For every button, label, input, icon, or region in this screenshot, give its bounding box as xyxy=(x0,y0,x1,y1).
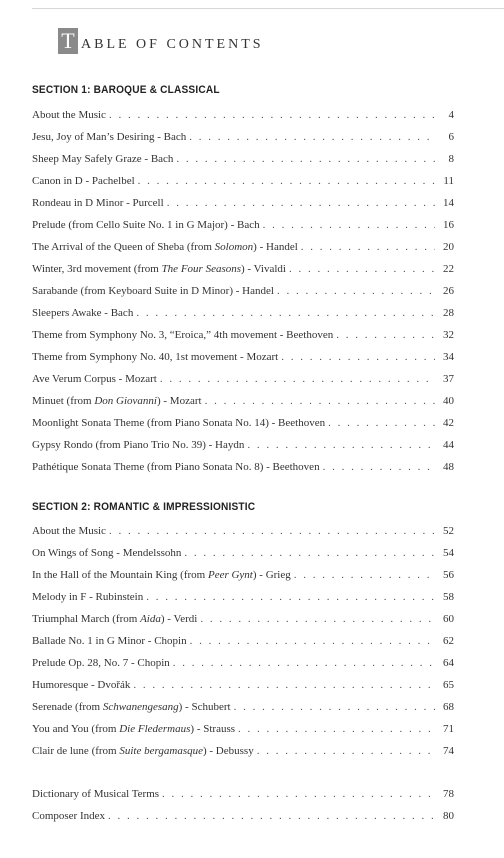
toc-entry-page-number: 56 xyxy=(443,569,454,581)
toc-entry-page-number: 32 xyxy=(443,329,454,341)
page-title xyxy=(58,28,264,54)
toc-entry-title-part: Sarabande (from Keyboard Suite in D Minor) - Handel xyxy=(32,285,274,297)
toc-entry-title-italic: Schwanengesang xyxy=(102,701,179,713)
dot-leader xyxy=(108,805,435,827)
toc-entry-title-italic: The Four Seasons xyxy=(161,263,242,275)
toc-entry-title-italic: Peer Gynt xyxy=(207,569,253,581)
toc-entry-title-part: Theme from Symphony No. 40, 1st movement - Mozart xyxy=(32,351,279,363)
toc-entry-title-part: Canon in D - Pachelbel xyxy=(32,175,135,187)
section-1-list xyxy=(32,104,454,478)
dot-leader xyxy=(336,324,435,346)
dot-leader xyxy=(138,170,435,192)
title-initial-box: T xyxy=(58,28,78,54)
section-2-heading: SECTION 2: ROMANTIC & IMPRESSIONISTIC xyxy=(32,501,256,513)
dot-leader xyxy=(109,104,435,126)
toc-entry-title-part: Moonlight Sonata Theme (from Piano Sonata No. 14) - Beethoven xyxy=(32,417,326,429)
toc-entry-page-number: 34 xyxy=(443,351,454,363)
dot-leader xyxy=(294,564,435,586)
toc-entry-page-number: 68 xyxy=(443,701,454,713)
dot-leader xyxy=(189,126,435,148)
toc-entry-title xyxy=(32,718,235,740)
toc-entry-title-part: Melody in F - Rubinstein xyxy=(32,591,144,603)
toc-entry-title xyxy=(32,302,133,324)
dot-leader xyxy=(277,280,435,302)
toc-entry-title-part: Gypsy Rondo (from Piano Trio No. 39) - Haydn xyxy=(32,439,245,451)
toc-entry-title-part: On Wings of Song - Mendelssohn xyxy=(32,547,182,559)
toc-entry-title xyxy=(32,542,181,564)
toc-entry-title xyxy=(32,280,274,302)
dot-leader xyxy=(184,542,435,564)
toc-entry-title-part: Prelude (from Cello Suite No. 1 in G Major) - Bach xyxy=(32,219,260,231)
toc-entry[interactable] xyxy=(32,564,454,586)
toc-entry-title-part: Composer Index xyxy=(32,810,106,822)
toc-entry-title-part: Rondeau in D Minor - Purcell xyxy=(32,197,164,209)
toc-entry-title-part: About the Music xyxy=(32,525,106,537)
dot-leader xyxy=(301,236,435,258)
toc-entry[interactable] xyxy=(32,170,454,192)
toc-entry[interactable] xyxy=(32,324,454,346)
dot-leader xyxy=(205,390,435,412)
toc-entry-title-italic: Aida xyxy=(140,613,161,625)
toc-entry-page-number: 44 xyxy=(443,439,454,451)
toc-entry-title-part: The Arrival of the Queen of Sheba (from xyxy=(32,241,215,253)
toc-entry-title xyxy=(32,608,197,630)
dot-leader xyxy=(238,718,435,740)
toc-entry-page-number: 8 xyxy=(448,153,454,165)
dot-leader xyxy=(133,674,435,696)
toc-entry-page-number: 48 xyxy=(443,461,454,473)
toc-entry[interactable] xyxy=(32,520,454,542)
section-1-heading: SECTION 1: BAROQUE & CLASSICAL xyxy=(32,84,220,96)
toc-entry-page-number: 52 xyxy=(443,525,454,537)
toc-entry-title-part: ) - Strauss xyxy=(190,723,236,735)
toc-entry-title-part: Ave Verum Corpus - Mozart xyxy=(32,373,157,385)
toc-entry-page-number: 26 xyxy=(443,285,454,297)
toc-entry-title xyxy=(32,236,298,258)
toc-entry-page-number: 28 xyxy=(443,307,454,319)
toc-entry-title xyxy=(32,412,325,434)
toc-entry[interactable] xyxy=(32,718,454,740)
toc-entry[interactable] xyxy=(32,608,454,630)
toc-entry-title xyxy=(32,104,106,126)
toc-entry-title-part: ) - Vivaldi xyxy=(241,263,286,275)
toc-entry-title-part: Humoresque - Dvořák xyxy=(32,679,131,691)
toc-entry-title-part: Jesu, Joy of Man’s Desiring - Bach xyxy=(32,131,187,143)
toc-entry-title-part: Sleepers Awake - Bach xyxy=(32,307,134,319)
toc-entry-title-part: Sheep May Safely Graze - Bach xyxy=(32,153,174,165)
toc-entry-page-number: 62 xyxy=(443,635,454,647)
top-divider xyxy=(32,8,504,9)
toc-entry[interactable] xyxy=(32,214,454,236)
toc-entry[interactable] xyxy=(32,674,454,696)
dot-leader xyxy=(167,192,435,214)
toc-entry-title xyxy=(32,192,164,214)
toc-entry-page-number: 65 xyxy=(443,679,454,691)
dot-leader xyxy=(281,346,435,368)
toc-entry-title-part: Theme from Symphony No. 3, “Eroica,” 4th movement - Beethoven xyxy=(32,329,334,341)
toc-entry[interactable] xyxy=(32,148,454,170)
toc-entry-title xyxy=(32,674,130,696)
dot-leader xyxy=(263,214,435,236)
toc-entry-title xyxy=(32,214,260,236)
toc-entry-title-part: ) - Handel xyxy=(253,241,298,253)
toc-entry-page-number: 54 xyxy=(443,547,454,559)
toc-entry-page-number: 64 xyxy=(443,657,454,669)
toc-entry[interactable] xyxy=(32,456,454,478)
toc-entry-title-part: ) - Mozart xyxy=(156,395,202,407)
toc-entry-title-italic: Don Giovanni xyxy=(94,395,157,407)
toc-entry-title xyxy=(32,696,231,718)
toc-entry-title xyxy=(32,564,291,586)
dot-leader xyxy=(190,630,435,652)
dot-leader xyxy=(289,258,435,280)
dot-leader xyxy=(160,368,435,390)
toc-entry-title xyxy=(32,258,286,280)
toc-entry[interactable] xyxy=(32,192,454,214)
toc-entry-title xyxy=(32,148,173,170)
toc-entry-page-number: 42 xyxy=(443,417,454,429)
toc-entry[interactable] xyxy=(32,104,454,126)
toc-entry-title xyxy=(32,434,244,456)
dot-leader xyxy=(109,520,435,542)
toc-entry-title-part: Triumphal March (from xyxy=(32,613,141,625)
toc-entry-page-number: 60 xyxy=(443,613,454,625)
dot-leader xyxy=(257,740,435,762)
toc-entry-title xyxy=(32,652,170,674)
dot-leader xyxy=(328,412,435,434)
toc-entry[interactable] xyxy=(32,368,454,390)
toc-entry[interactable] xyxy=(32,696,454,718)
appendix-list xyxy=(32,783,454,827)
toc-entry-title-part: Pathétique Sonata Theme (from Piano Sonata No. 8) - Beethoven xyxy=(32,461,320,473)
dot-leader xyxy=(173,652,435,674)
toc-entry-page-number: 80 xyxy=(443,810,454,822)
toc-entry-page-number: 58 xyxy=(443,591,454,603)
toc-entry-title-part: Ballade No. 1 in G Minor - Chopin xyxy=(32,635,187,647)
toc-entry-page-number: 74 xyxy=(443,745,454,757)
toc-entry-title-part: You and You (from xyxy=(32,723,120,735)
dot-leader xyxy=(200,608,435,630)
toc-entry-title-part: ) - Debussy xyxy=(202,745,254,757)
toc-entry-title-italic: Suite bergamasque xyxy=(119,745,203,757)
toc-entry-title xyxy=(32,805,105,827)
toc-entry[interactable] xyxy=(32,434,454,456)
toc-entry-title xyxy=(32,456,320,478)
toc-entry[interactable] xyxy=(32,126,454,148)
toc-entry-title xyxy=(32,368,157,390)
toc-entry[interactable] xyxy=(32,586,454,608)
dot-leader xyxy=(323,456,435,478)
toc-entry[interactable] xyxy=(32,412,454,434)
toc-entry-title-part: About the Music xyxy=(32,109,106,121)
toc-entry[interactable] xyxy=(32,740,454,762)
toc-entry[interactable] xyxy=(32,542,454,564)
toc-entry-title-part: Dictionary of Musical Terms xyxy=(32,788,160,800)
toc-entry-page-number: 11 xyxy=(443,175,454,187)
toc-entry-title-part: ) - Verdi xyxy=(160,613,198,625)
toc-entry-page-number: 14 xyxy=(443,197,454,209)
dot-leader xyxy=(146,586,435,608)
toc-entry-title xyxy=(32,324,333,346)
toc-entry-title xyxy=(32,740,254,762)
toc-entry-title-part: Prelude Op. 28, No. 7 - Chopin xyxy=(32,657,170,669)
toc-entry-page-number: 37 xyxy=(443,373,454,385)
title-text: ABLE OF CONTENTS xyxy=(81,37,264,52)
toc-entry-title xyxy=(32,630,187,652)
toc-entry-page-number: 4 xyxy=(448,109,454,121)
toc-entry-title-part: Winter, 3rd movement (from xyxy=(32,263,162,275)
toc-entry-title xyxy=(32,783,159,805)
section-2-list xyxy=(32,520,454,762)
toc-entry-title xyxy=(32,520,106,542)
toc-entry-title xyxy=(32,126,186,148)
toc-entry-title-part: Minuet (from xyxy=(32,395,95,407)
toc-entry-title xyxy=(32,586,143,608)
toc-entry-title-part: Serenade (from xyxy=(32,701,103,713)
toc-entry-title xyxy=(32,390,202,412)
toc-entry-title xyxy=(32,170,135,192)
toc-entry[interactable] xyxy=(32,390,454,412)
toc-entry[interactable] xyxy=(32,258,454,280)
toc-entry-page-number: 71 xyxy=(443,723,454,735)
toc-entry-title-part: Clair de lune (from xyxy=(32,745,120,757)
toc-entry-title-part: In the Hall of the Mountain King (from xyxy=(32,569,208,581)
dot-leader xyxy=(247,434,435,456)
dot-leader xyxy=(162,783,435,805)
toc-entry-title-italic: Solomon xyxy=(214,241,254,253)
toc-entry-title-part: ) - Grieg xyxy=(252,569,291,581)
dot-leader xyxy=(176,148,435,170)
toc-entry[interactable] xyxy=(32,346,454,368)
toc-entry[interactable] xyxy=(32,630,454,652)
toc-entry[interactable] xyxy=(32,783,454,805)
toc-entry-title-italic: Die Fledermaus xyxy=(119,723,191,735)
toc-entry[interactable] xyxy=(32,805,454,827)
toc-entry[interactable] xyxy=(32,302,454,324)
toc-entry-page-number: 78 xyxy=(443,788,454,800)
toc-entry[interactable] xyxy=(32,280,454,302)
toc-entry-page-number: 6 xyxy=(448,131,454,143)
dot-leader xyxy=(136,302,435,324)
toc-entry[interactable] xyxy=(32,236,454,258)
toc-entry-page-number: 40 xyxy=(443,395,454,407)
toc-entry-page-number: 22 xyxy=(443,263,454,275)
toc-entry-title xyxy=(32,346,278,368)
dot-leader xyxy=(234,696,435,718)
toc-entry-page-number: 16 xyxy=(443,219,454,231)
toc-entry-title-part: ) - Schubert xyxy=(178,701,231,713)
toc-entry-page-number: 20 xyxy=(443,241,454,253)
toc-entry[interactable] xyxy=(32,652,454,674)
